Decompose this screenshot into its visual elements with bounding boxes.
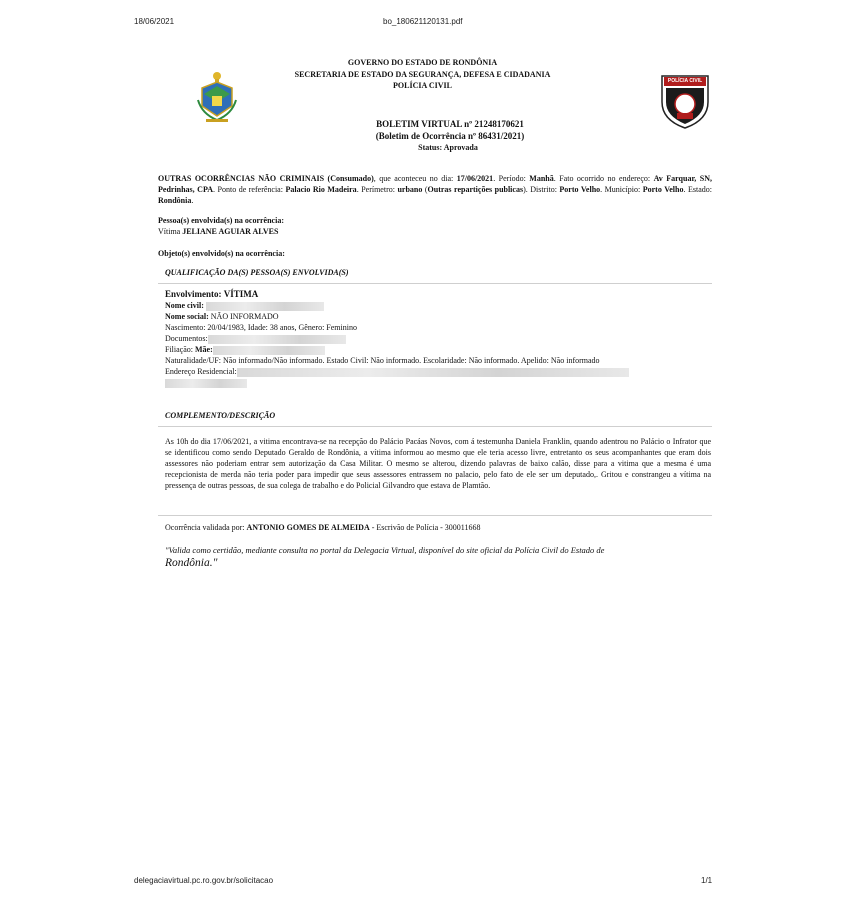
nome-social-label: Nome social: [165, 312, 209, 321]
validation-line: Ocorrência validada por: ANTONIO GOMES DE ALMEIDA - Escrivão de Polícia - 300011668 [165, 523, 481, 532]
print-page-number: 1/1 [701, 876, 713, 885]
status-value: Aprovada [443, 143, 478, 152]
validator-name: ANTONIO GOMES DE ALMEIDA [246, 523, 370, 532]
boletim-status [0, 143, 845, 152]
redacted-documents [208, 335, 346, 344]
boletim-title: BOLETIM VIRTUAL nº 21248170621 [376, 119, 524, 129]
redacted-mother [213, 346, 325, 355]
qualificacao-details [165, 289, 710, 388]
print-url: delegaciavirtual.pc.ro.gov.br/solicitacao [134, 876, 274, 885]
naturalidade-line: Naturalidade/UF: Não informado/Não informado. Estado Civil: Não informado. Escolaridade: Não informado. Apelido: Não informado [165, 356, 600, 365]
documentos-label: Documentos: [165, 334, 208, 343]
redacted-address [237, 368, 629, 377]
nome-social-value: NÃO INFORMADO [210, 312, 279, 321]
occurrence-summary: OUTRAS OCORRÊNCIAS NÃO CRIMINAIS (Consumado), que aconteceu no dia: 17/06/2021. Período: Manhã. Fato ocorrido no endereço: Av Farquar, SN, Pedrinhas, CPA. Ponto de referência: Palacio Rio Madeira. Perímetro: urbano (Outras repartições publicas). Distrito: Porto Velho. Município: Porto Velho. Estado: Rondônia. [158, 174, 712, 205]
complemento-title: COMPLEMENTO/DESCRIÇÃO [165, 411, 276, 420]
divider [158, 426, 712, 427]
redacted-name [206, 302, 324, 311]
pessoas-section [158, 215, 284, 237]
qualificacao-title: QUALIFICAÇÃO DA(S) PESSOA(S) ENVOLVIDA(S) [165, 268, 349, 277]
header-line-2: SECRETARIA DE ESTADO DA SEGURANÇA, DEFESA E CIDADANIA [294, 70, 551, 79]
pessoa-name: JELIANE AGUIAR ALVES [182, 227, 279, 236]
divider [158, 515, 712, 516]
print-date: 18/06/2021 [134, 17, 175, 26]
complemento-text: As 10h do dia 17/06/2021, a vitima encontrava-se na recepção do Palácio Pacáas Novos, com á testemunha Daniela Franklin, quando adentrou no Palácio o Infrator que se identificou como sendo Deputado Geraldo de Rondônia, a vítima informou ao mesmo que ele teria acesso livre, entretanto os seus acompanhantes que eram dois assessores não poderiam entrar sem autorização da Casa Militar. O mesmo se alterou, dizendo palavras de baixo calão, disse para a vitima que a mesma é uma recepcionista de merda não teria poder para impedir que seus assessores entrassem no palacio, pelo fato de ele ser um deputado,. Gritou e constrangeu a vítima na pressença de outras pessoas, de sua colega de trabalho e do Policial Gilvandro que estava de Plamtão. [165, 437, 711, 490]
envolvimento-value: VÍTIMA [223, 289, 259, 299]
pessoa-role: Vítima [158, 227, 181, 236]
filiacao-label: Filiação: [165, 345, 193, 354]
pessoas-label: Pessoa(s) envolvida(s) na ocorrência: [158, 216, 284, 225]
header-line-3: POLÍCIA CIVIL [393, 81, 452, 90]
status-label: Status: [418, 143, 443, 152]
certidao-line-1: "Valida como certidão, mediante consulta no portal da Delegacia Virtual, disponível do site oficial da Polícia Civil do Estado de [165, 545, 605, 555]
redacted-address-2 [165, 379, 247, 388]
badge-label: POLÍCIA CIVIL [667, 78, 703, 84]
header-line-1: GOVERNO DO ESTADO DE RONDÔNIA [347, 58, 498, 67]
envolvimento-label: Envolvimento: [165, 289, 222, 299]
endereco-label: Endereço Residencial: [165, 367, 237, 376]
nome-civil-label: Nome civil: [165, 301, 204, 310]
certidao-note [165, 545, 715, 571]
boletim-ocorrencia: (Boletim de Ocorrência nº 86431/2021) [375, 131, 525, 141]
print-filename: bo_180621120131.pdf [383, 17, 463, 26]
objetos-label: Objeto(s) envolvido(s) na ocorrência: [158, 249, 285, 258]
divider [158, 283, 712, 284]
mae-label: Mãe: [195, 345, 213, 354]
certidao-line-2: Rondônia." [165, 557, 218, 569]
nascimento-line: Nascimento: 20/04/1983, Idade: 38 anos, Gênero: Feminino [165, 323, 357, 332]
